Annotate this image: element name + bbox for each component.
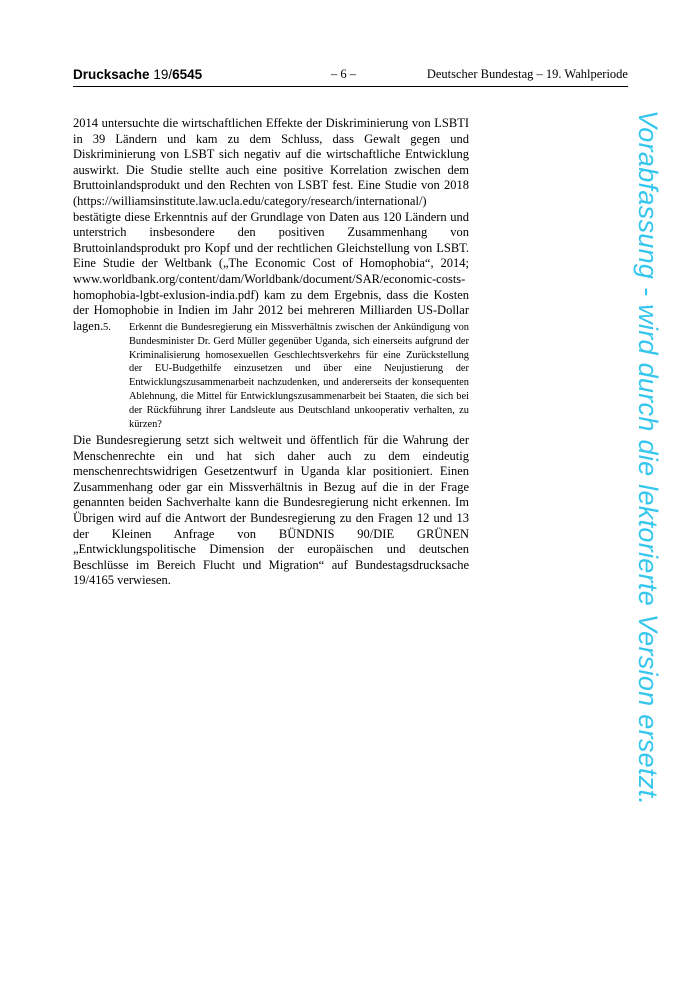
question-block <box>103 321 469 431</box>
question-number: 5. <box>103 322 111 333</box>
question-text: Erkennt die Bundesregierung ein Missverhältnis zwischen der Ankündigung von Bundesminister Dr. Gerd Müller gegenüber Uganda, sich einerseits aufgrund der Kriminalisierung homosexuellen Geschlechtsverkehrs für eine Zurückstellung der EU-Budgethilfe einzusetzen und über eine Neujustierung der Entwicklungszusammenarbeit nachzudenken, und andererseits der konsequenten Ablehnung, die Mittel für Entwicklungszusammenarbeit bei Staaten, die sich bei der Rückführung ihrer Landsleute aus Deutschland unkooperativ verhalten, zu kürzen? <box>129 322 469 430</box>
doc-number: 6545 <box>172 67 203 82</box>
doc-number-period: 19/ <box>153 67 173 82</box>
institution-name: Deutscher Bundestag – 19. Wahlperiode <box>426 67 628 81</box>
draft-watermark: Vorabfassung - wird durch die lektorierte Version ersetzt. <box>633 110 663 806</box>
body-paragraph-1: 2014 untersuchte die wirtschaftlichen Effekte der Diskriminierung von LSBTI in 39 Ländern und kam zu dem Schluss, dass Gewalt gegen und Diskriminierung von LSBT sich negativ auf die wirtschaftliche Entwicklung auswirkt. Die Studie stellte auch eine positive Korrelation zwischen dem Bruttoinlandsprodukt und den Rechten von LSBT fest. Eine Studie von 2018 (https://williamsinstitute.law.ucla.edu/category/research/international/) bestätigte diese Erkenntnis auf der Grundlage von Daten aus 120 Ländern und unterstrich insbesondere den positiven Zusammenhang von Bruttoinlandsprodukt pro Kopf und der rechtlichen Gleichstellung von LSBT. Eine Studie der Weltbank („The Economic Cost of Homophobia“, 2014; www.worldbank.org/content/dam/Worldbank/document/SAR/economic-costs-homophobia-lgbt-exlusion-india.pdf) kam zu dem Ergebnis, dass die Kosten der Homophobie in Indien im Jahr 2012 bei mehreren Milliarden US-Dollar lagen. <box>73 116 469 333</box>
page-header <box>73 66 628 87</box>
page-number-text: – 6 – <box>331 67 356 81</box>
answer-paragraph: Die Bundesregierung setzt sich weltweit und öffentlich für die Wahrung der Menschenrechte ein und hat sich daher auch zu dem eindeutig menschenrechtswidrigen Gesetzentwurf in Uganda klar positioniert. Einen Zusammenhang oder gar ein Missverhältnis in Bezug auf die in der Frage genannten beiden Sachverhalte kann die Bundesregierung nicht erkennen. Im Übrigen wird auf die Antwort der Bundesregierung zu den Fragen 12 und 13 der Kleinen Anfrage von BÜNDNIS 90/DIE GRÜNEN „Entwicklungspolitische Dimension der europäischen und deutschen Beschlüsse im Bereich Flucht und Migration“ auf Bundestagsdrucksache 19/4165 verwiesen. <box>73 433 469 588</box>
doc-label: Drucksache <box>73 67 150 82</box>
